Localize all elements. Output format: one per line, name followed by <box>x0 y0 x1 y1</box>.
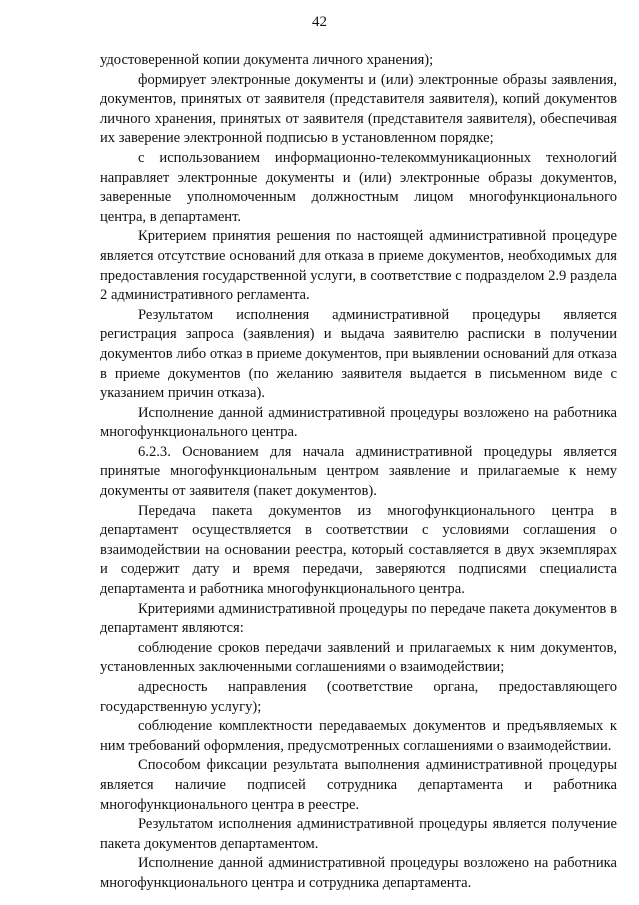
paragraph-package-transfer: Передача пакета документов из многофункционального центра в департамент осуществляется в соответствии с условиями соглашения о взаимодействии на основании реестра, который составляется в двух экземплярах и содержит дату и время передачи, заверяются подписями специалиста департамента и работника многофункционального центра. <box>100 502 617 598</box>
paragraph-ict-transfer: с использованием информационно-телекоммуникационных технологий направляет электронные документы и (или) электронные образы документов, заверенные уполномоченным должностным лицом многофункционального центра, в департамент. <box>100 149 617 225</box>
list-item-completeness: соблюдение комплектности передаваемых документов и предъявляемых к ним требований оформления, предусмотренных соглашениями о взаимодействии. <box>100 718 617 754</box>
paragraph-fixation-method: Способом фиксации результата выполнения административной процедуры является наличие подписей сотрудника департамента и работника многофункционального центра в реестре. <box>100 757 617 813</box>
paragraph-decision-criterion: Критерием принятия решения по настоящей административной процедуре является отсутствие оснований для отказа в приеме документов, необходимых для предоставления государственной услуги, в соответствие с подразделом 2.9 раздела 2 административного регламента. <box>100 228 617 304</box>
paragraph-execution-mfc: Исполнение данной административной процедуры возложено на работника многофункционального центра. <box>100 404 617 441</box>
paragraph-execution-both: Исполнение данной административной процедуры возложено на работника многофункционального центра и сотрудника департамента. <box>100 855 617 891</box>
paragraph-result-registration: Результатом исполнения административной процедуры является регистрация запроса (заявления) и выдача заявителю расписки в получении документов либо отказ в приеме документов, при выявлении оснований для отказа в приеме документов (по желанию заявителя выдается в письменном виде с указанием причин отказа). <box>100 306 617 402</box>
paragraph-section-6-2-3: 6.2.3. Основанием для начала административной процедуры является принятые многофункциональным центром заявление и прилагаемые к нему документы от заявителя (пакет документов). <box>100 443 617 500</box>
list-item-deadlines: соблюдение сроков передачи заявлений и прилагаемых к ним документов, установленных заключенными соглашениями о взаимодействии; <box>100 639 617 676</box>
paragraph-transfer-criteria: Критериями административной процедуры по передаче пакета документов в департамент являются: <box>100 600 617 637</box>
page-number: 42 <box>312 14 327 30</box>
body-text <box>100 0 617 894</box>
list-item-addressing: адресность направления (соответствие органа, предоставляющего государственную услугу); <box>100 679 617 715</box>
paragraph-result-package: Результатом исполнения административной процедуры является получение пакета документов департаментом. <box>100 816 617 852</box>
paragraph-continuation: удостоверенной копии документа личного хранения); <box>100 52 434 68</box>
paragraph-electronic-images: формирует электронные документы и (или) электронные образы заявления, документов, принятых от заявителя (представителя заявителя), копий документов личного хранения, принятых от заявителя (представителя заявителя), обеспечивая их заверение электронной подписью в установленном порядке; <box>100 71 617 147</box>
